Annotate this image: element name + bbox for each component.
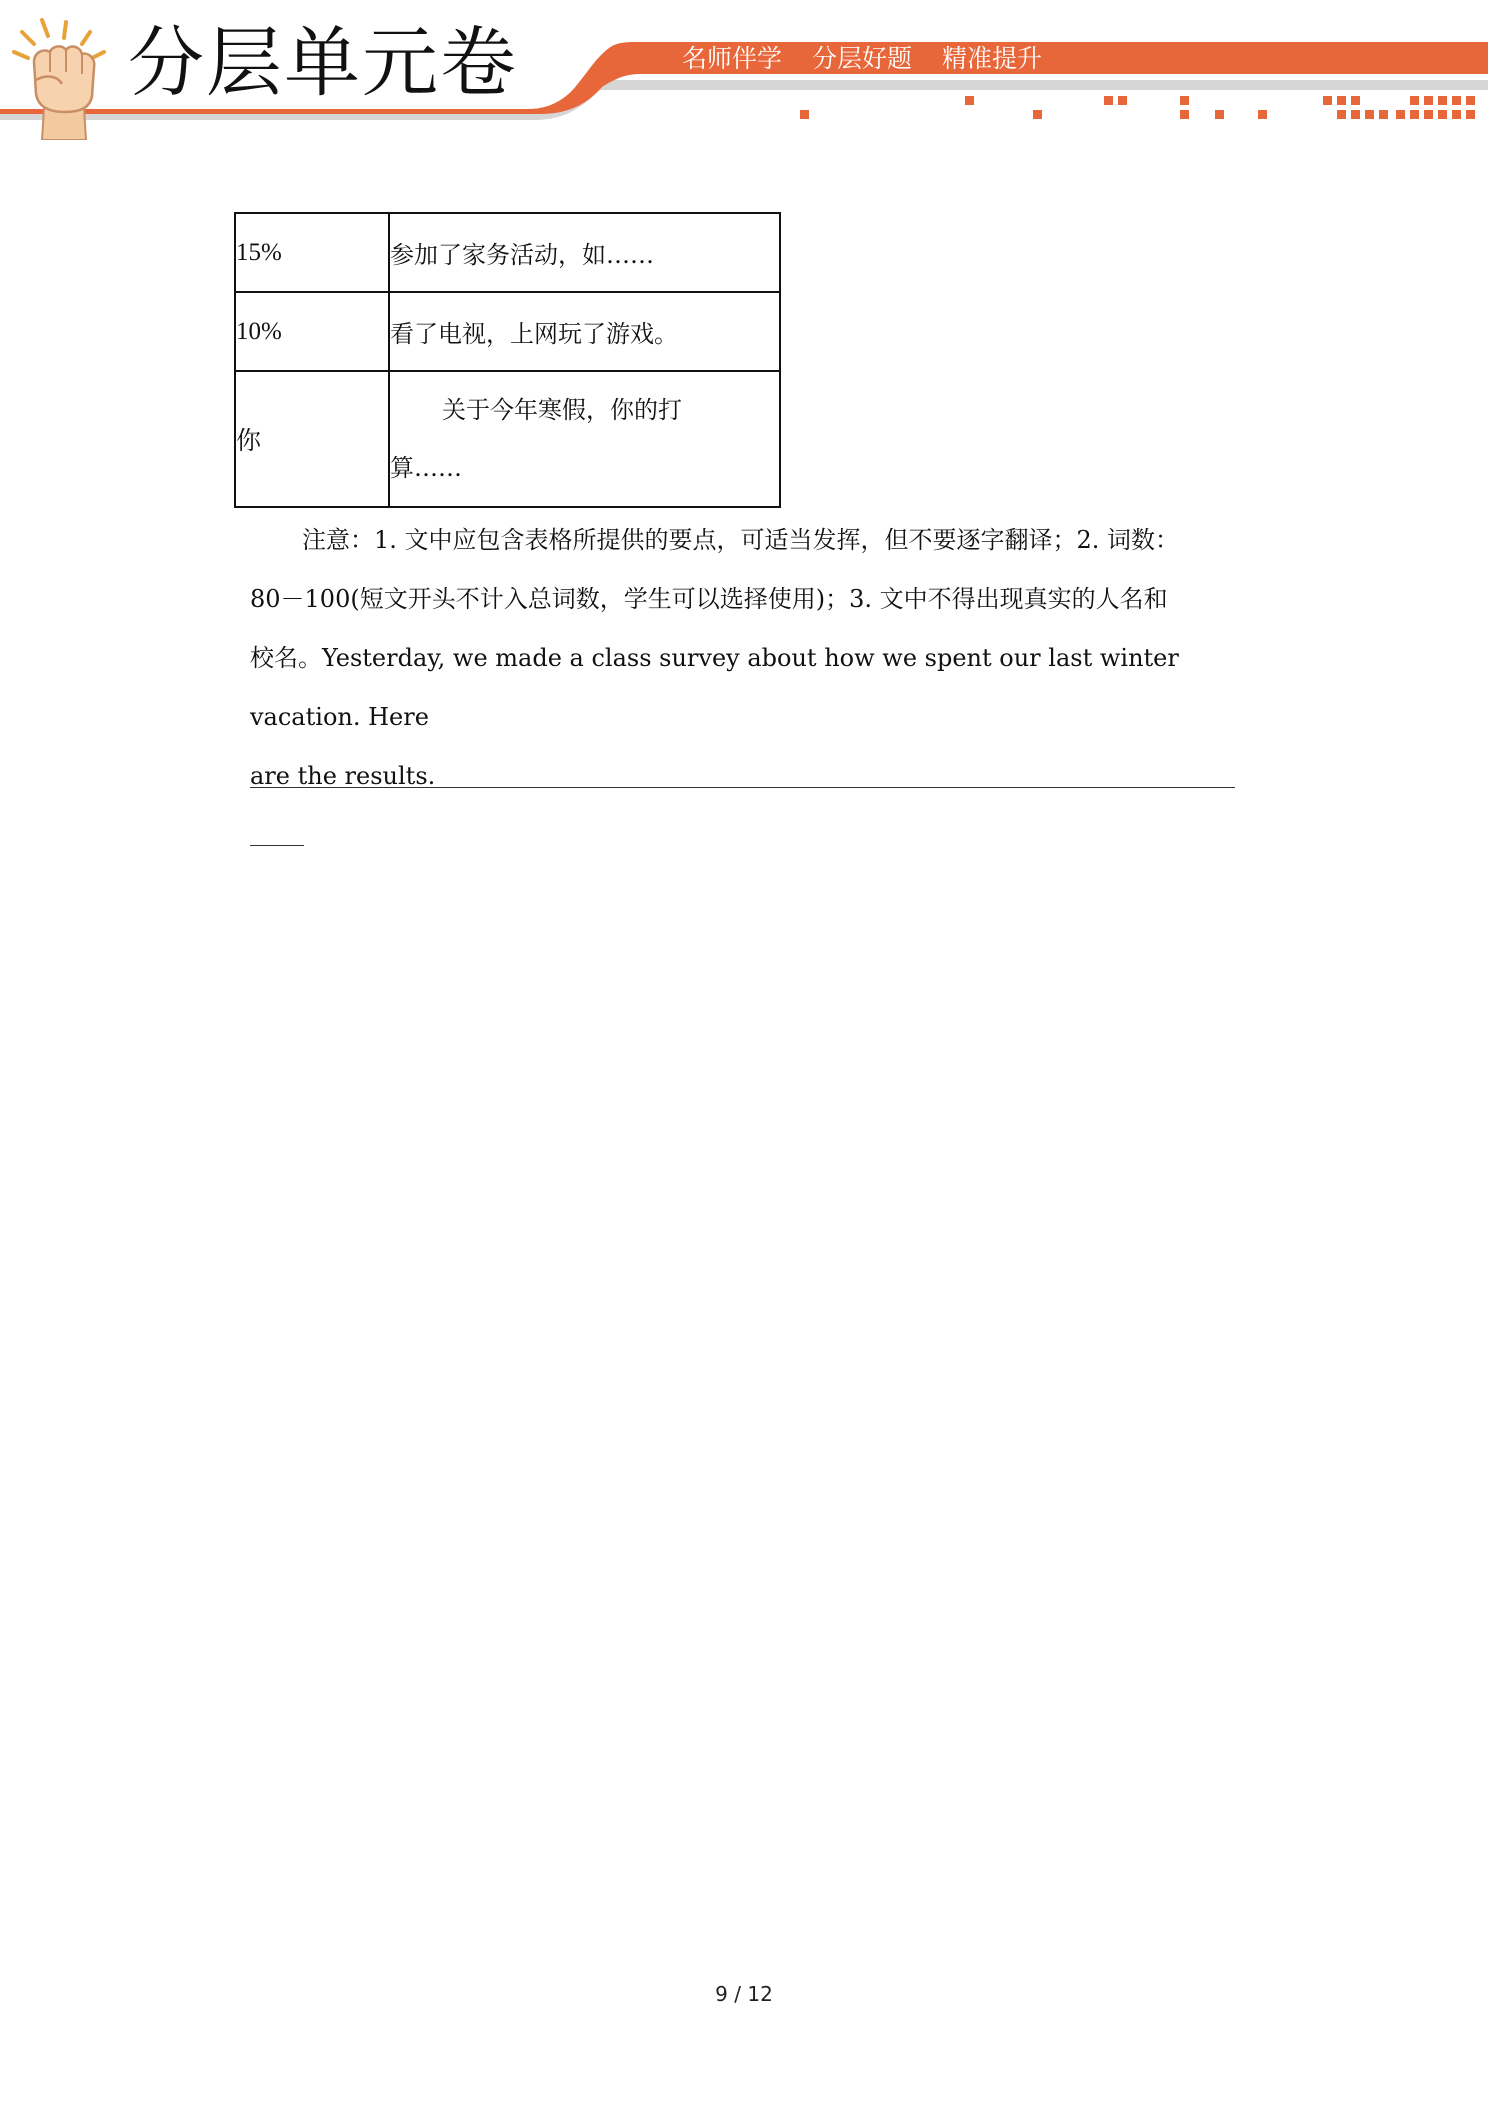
percent-cell: 10% — [235, 292, 389, 371]
activity-line: 关于今年寒假，你的打 — [442, 396, 682, 424]
raised-fist-icon — [14, 20, 104, 140]
notes-line: 校名。Yesterday, we made a class survey about how we spent our last winter vacation. Here — [250, 644, 1179, 731]
brand-title: 分层单元卷 — [128, 18, 518, 107]
notes-line: 注意：1. 文中应包含表格所提供的要点，可适当发挥，但不要逐字翻译；2. 词数： — [302, 526, 1180, 554]
table-row — [235, 371, 780, 507]
survey-results-table — [234, 212, 781, 508]
answer-blank-line-end — [250, 845, 304, 846]
notes-line: are the results. — [250, 762, 436, 790]
slogan-item: 分层好题 — [811, 44, 912, 73]
activity-line: 算…… — [390, 454, 462, 482]
answer-blank-line — [250, 787, 1235, 788]
writing-instructions — [250, 511, 1240, 806]
slogan-item: 名师伴学 — [682, 44, 783, 73]
header-slogan — [682, 42, 1064, 76]
page-header — [0, 0, 1488, 140]
table-row — [235, 213, 780, 292]
percent-cell: 15% — [235, 213, 389, 292]
page-number: 9 / 12 — [715, 1982, 773, 2006]
notes-line: 80－100(短文开头不计入总词数，学生可以选择使用)；3. 文中不得出现真实的人名和 — [250, 585, 1168, 613]
table-row — [235, 292, 780, 371]
activity-cell: 看了电视，上网玩了游戏。 — [389, 292, 780, 371]
percent-cell: 你 — [235, 371, 389, 507]
activity-cell — [389, 371, 780, 507]
activity-cell: 参加了家务活动，如…… — [389, 213, 780, 292]
slogan-item: 精准提升 — [941, 44, 1042, 73]
